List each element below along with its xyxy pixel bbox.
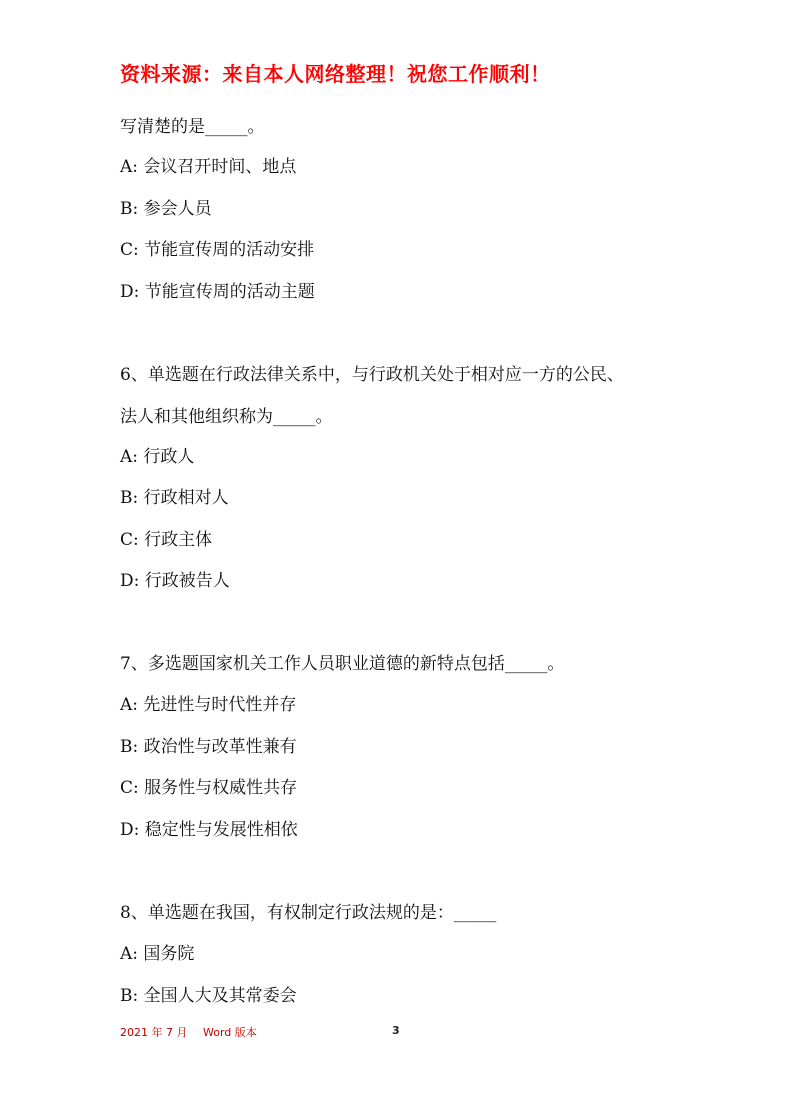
q8-option-a: A: 国务院 <box>120 944 195 964</box>
prev-option-a: A: 会议召开时间、地点 <box>120 157 297 177</box>
q8-stem: 8、单选题在我国，有权制定行政法规的是：_____ <box>120 903 497 923</box>
q6-stem-line2: 法人和其他组织称为_____。 <box>120 407 333 427</box>
q6-option-a: A: 行政人 <box>120 447 195 467</box>
q8-option-b: B: 全国人大及其常委会 <box>120 986 297 1006</box>
q6-stem-line1: 6、单选题在行政法律关系中，与行政机关处于相对应一方的公民、 <box>120 365 624 385</box>
prev-option-d: D: 节能宣传周的活动主题 <box>120 282 315 302</box>
q6-option-b: B: 行政相对人 <box>120 488 229 508</box>
prev-option-b: B: 参会人员 <box>120 199 212 219</box>
footer-version: Word 版本 <box>203 1026 257 1039</box>
prev-option-c: C: 节能宣传周的活动安排 <box>120 240 315 260</box>
q6-option-c: C: 行政主体 <box>120 530 213 550</box>
q6-option-d: D: 行政被告人 <box>120 571 230 591</box>
q7-option-d: D: 稳定性与发展性相依 <box>120 820 298 840</box>
footer-date: 2021 年 7 月 <box>120 1026 188 1039</box>
q7-option-a: A: 先进性与时代性并存 <box>120 695 297 715</box>
page-number: 3 <box>392 1024 400 1037</box>
source-note-header: 资料来源：来自本人网络整理！祝您工作顺利！ <box>120 62 551 86</box>
q7-stem: 7、多选题国家机关工作人员职业道德的新特点包括_____。 <box>120 654 565 674</box>
q7-option-b: B: 政治性与改革性兼有 <box>120 737 297 757</box>
q7-option-c: C: 服务性与权威性共存 <box>120 778 298 798</box>
prev-question-tail: 写清楚的是_____。 <box>120 117 265 137</box>
